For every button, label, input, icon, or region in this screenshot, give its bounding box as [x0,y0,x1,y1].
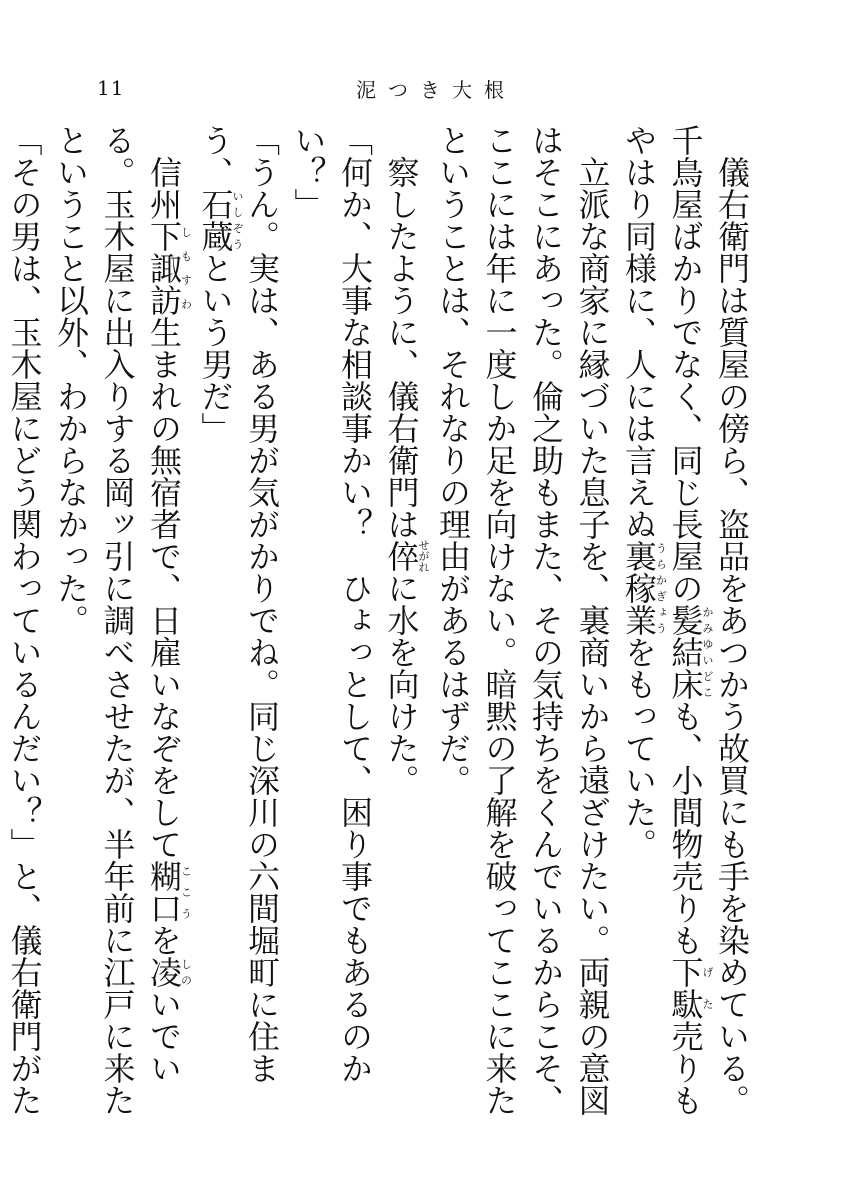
ruby-base: 凌 [145,956,183,988]
paragraph-p5 [192,124,285,1134]
ruby-reading: ここう [179,860,193,924]
ruby-word [382,539,430,573]
text-segment: を [145,924,183,956]
text-segment: に水を向けた。 [382,572,421,796]
text-segment: という男だ」 [196,252,235,444]
ruby-reading: かぎょう [654,572,668,636]
ruby-base: 髪結床 [666,604,705,700]
ruby-base: 下駄 [666,956,705,1020]
text-segment: 立派な商家に縁づいた息子を、裏商いから遠ざけたい。両親の意図はそこにあった。倫之助もまた、その気持ちをくんでいるからこそ、ここには年に一度しか足を向けない。暗黙の了解を破ってここに来たということは、それなりの理由があるはずだ。 [434,124,612,1116]
page-number: 11 [97,76,125,100]
text-segment: 「その男は、玉木屋にどう関わっているんだい？」と、儀右衛門がた [5,124,44,1116]
text-segment: 信州 [145,124,183,220]
text-segment: 儀右衛門は質屋の傍ら、盗品をあつかう故買にも手を染めている。千鳥屋ばかりでなく、同じ長屋の [666,124,751,1116]
ruby-reading: しの [179,956,193,988]
ruby-reading: せがれ [417,539,430,573]
ruby-base: 糊口 [145,860,183,924]
body-text [0,124,755,1134]
ruby-word [620,572,668,636]
text-segment: いでいる。玉木屋に出入りする岡ッ引に調べさせたが、半年前に江戸に来たということ以外、わからなかった。 [52,124,183,1116]
ruby-base: 下諏訪 [145,220,183,316]
ruby-word [620,540,668,572]
paragraph-p2 [430,124,616,1134]
paragraph-p1 [616,124,756,1134]
ruby-word [196,188,244,252]
ruby-word [145,956,193,988]
text-segment: 「何か、大事な相談事かい？ ひょっとして、困り事でもあるのかい？」 [289,124,374,1084]
text-segment: 「うん。実は、ある男が気がかりでね。同じ深川の六間堀町に住まう、 [196,124,281,1084]
ruby-reading: いしぞう [231,188,244,252]
paragraph-p4 [285,124,378,1134]
text-segment: 売りもやはり同様に、人には言えぬ [620,124,705,1116]
ruby-reading: げた [701,956,714,1020]
paragraph-p7 [0,124,48,1134]
running-title: 泥つき大根 [356,78,516,102]
paragraph-p3 [378,124,430,1134]
text-segment: をもっていた。 [620,636,658,860]
ruby-reading: うら [654,540,668,572]
ruby-reading: しもすわ [179,220,193,316]
ruby-base: 稼業 [620,572,658,636]
ruby-word [145,220,193,316]
ruby-word [145,860,193,924]
ruby-base: 裏 [620,540,658,572]
ruby-word [666,956,714,1020]
ruby-word [666,604,714,700]
ruby-base: 石蔵 [196,188,235,252]
ruby-base: 倅 [382,539,421,573]
text-segment: 生まれの無宿者で、日雇いなぞをして [145,316,183,860]
ruby-reading: かみゆいどこ [701,604,714,700]
text-segment: も、小間物売りも [666,700,705,956]
paragraph-p6 [48,124,193,1134]
text-segment: 察したように、儀右衛門は [382,124,421,540]
